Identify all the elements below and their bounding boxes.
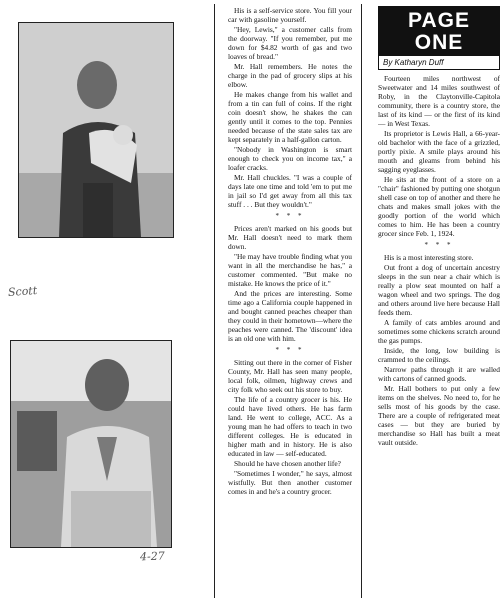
paragraph: Inside, the long, low building is crammed to the ceilings. xyxy=(378,346,500,364)
section-divider: * * * xyxy=(275,212,305,220)
article-column-right xyxy=(378,6,500,598)
paragraph: "Sometimes I wonder," he says, almost wistfully. But then another customer comes in and he's a country grocer. xyxy=(228,469,352,496)
paragraph: Narrow paths through it are walled with cartons of canned goods. xyxy=(378,365,500,383)
paragraph: And the prices are interesting. Some time ago a California couple happened in and bought canned peaches cheaper than they could in their hometown—where the peaches were canned. The 'discount' idea is an old one with him. xyxy=(228,289,352,343)
handwritten-note-left: Scott xyxy=(7,283,38,300)
paragraph: Prices aren't marked on his goods but Mr. Hall doesn't need to mark them down. xyxy=(228,224,352,251)
man-with-dog-image xyxy=(19,23,173,237)
section-divider: * * * xyxy=(424,241,454,249)
paragraph: His is a most interesting store. xyxy=(384,253,474,262)
paragraph: "Hey, Lewis," a customer calls from the doorway. "If you remember, put me down for $4.82 worth of gas and two loaves of bread." xyxy=(228,25,352,61)
photo-man-with-dog xyxy=(18,22,174,238)
paragraph: Should he have chosen another life? xyxy=(234,459,341,468)
byline: By Katharyn Duff xyxy=(383,58,444,67)
paragraph: Mr. Hall bothers to put only a few items on the shelves. No need to, for he sells most of his goods by the case. There are a couple of refrigerated meat cases — but they are buried by merchandise so Hall has built a meat vault outside. xyxy=(378,384,500,447)
paragraph: Out front a dog of uncertain ancestry sleeps in the sun near a chair which is really a plow seat mounted on half a wagon wheel and two springs. The dog and others around live here because Hall feeds them. xyxy=(378,263,500,317)
paragraph: Fourteen miles northwest of Sweetwater and 14 miles southwest of Roby, in the Claytonville-Capitola community, there is a country store, the last of its kind — or the first of its kind — in West Texas. xyxy=(378,74,500,128)
photo-man-at-store xyxy=(10,340,172,548)
handwritten-note-bottom: 4-27 xyxy=(139,549,165,564)
masthead-line-2: ONE xyxy=(414,31,464,54)
masthead-title xyxy=(379,7,499,56)
paragraph: He makes change from his wallet and from a tin can full of coins. If the right coin doesn't show, he shakes the can gently until it comes to the top. Pennies needed because of the state sales tax are kept separately in a half-gallon carton. xyxy=(228,90,352,144)
column-rule xyxy=(361,4,362,598)
man-at-store-image xyxy=(11,341,171,547)
paragraph: Mr. Hall chuckles. "I was a couple of days late one time and told 'em to put me in jail so I'd get away from all this tax stuff . . . But they wouldn't." xyxy=(228,173,352,209)
paragraph: The life of a country grocer is his. He could have lived others. He has farm land. He went to college, ACC. As a young man he had offers to teach in two different colleges. He is educated in higher math and in history. He is also educated in law — self-educated. xyxy=(228,395,352,458)
paragraph: Mr. Hall remembers. He notes the charge in the pad of grocery slips at his elbow. xyxy=(228,62,352,89)
paragraph: "Nobody in Washington is smart enough to check you on income tax," a loafer cracks. xyxy=(228,145,352,172)
masthead-line-1: PAGE xyxy=(408,9,470,32)
paragraph: Sitting out there in the corner of Fisher County, Mr. Hall has seen many people, local folk, oilmen, highway crews and city folk who seek out his store to buy. xyxy=(228,358,352,394)
column-rule xyxy=(214,4,215,598)
page-one-masthead xyxy=(378,6,500,70)
paragraph: A family of cats ambles around and sometimes some chickens scratch around the gas pumps. xyxy=(378,318,500,345)
paragraph: Its proprietor is Lewis Hall, a 66-year-old bachelor with the face of a grizzled, portly pixie. A smile plays around his mouth and gleams from behind his sagging eyeglasses. xyxy=(378,129,500,174)
section-divider: * * * xyxy=(275,346,305,354)
paragraph: "He may have trouble finding what you want in all the merchandise he has," a customer commented. "But make no mistake. He knows the price of it." xyxy=(228,252,352,288)
paragraph: He sits at the front of a store on a "chair" fashioned by putting one shotgun shell case on top of another and there he chats and makes small jokes with the goodly portion of the world which comes to him. He has been a country grocer since Feb. 1, 1924. xyxy=(378,175,500,238)
paragraph: His is a self-service store. You fill your car with gasoline yourself. xyxy=(228,6,352,24)
article-column-middle xyxy=(228,6,352,598)
